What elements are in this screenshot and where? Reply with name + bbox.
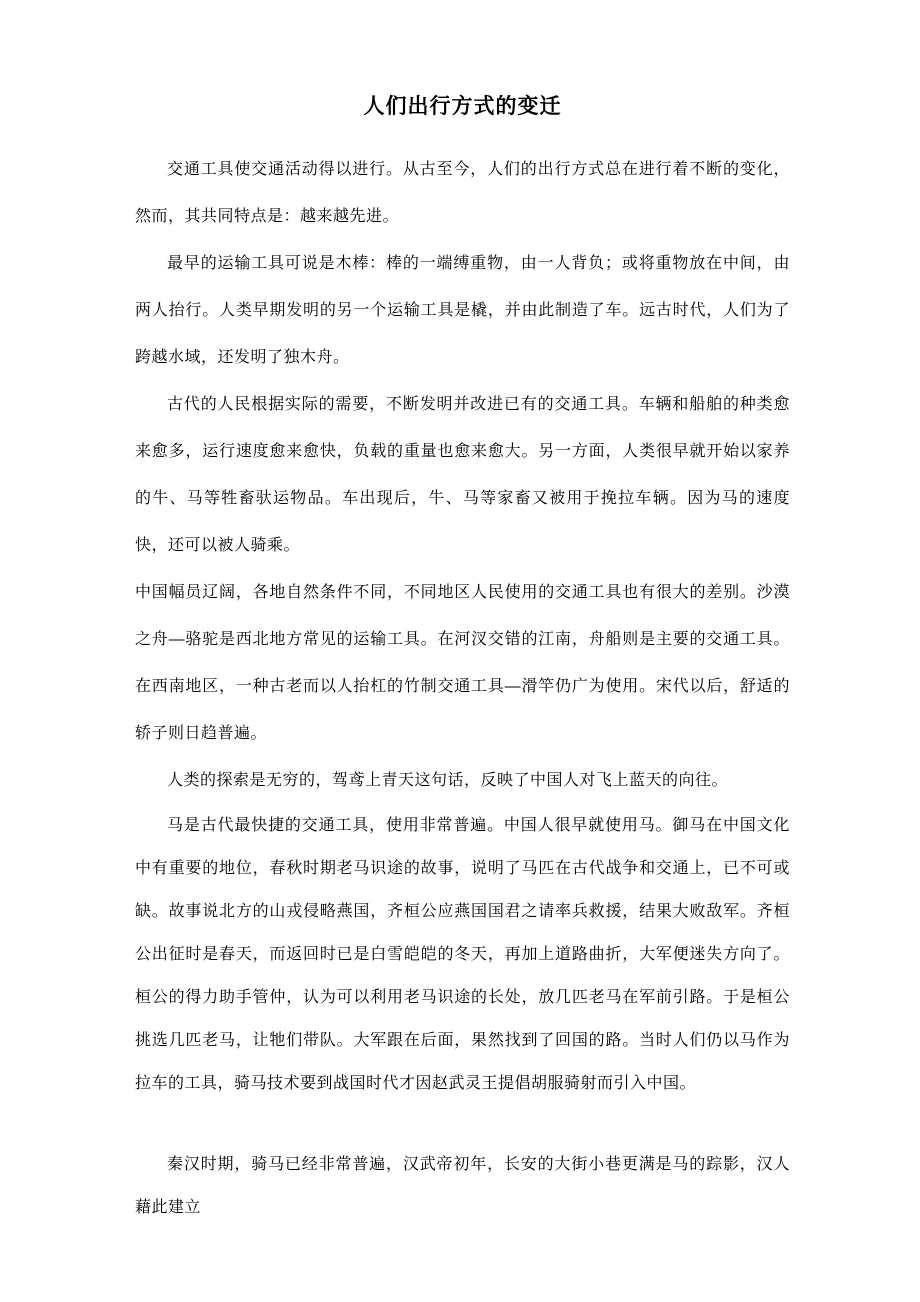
paragraph-qin-han: 秦汉时期，骑马已经非常普遍，汉武帝初年，长安的大街小巷更满是马的踪影，汉人藉此建立 [135, 1156, 790, 1216]
paragraph-regional-differences: 中国幅员辽阔，各地自然条件不同，不同地区人民使用的交通工具也有很大的差别。沙漠之舟—骆驼是西北地方常见的运输工具。在河汊交错的江南，舟船则是主要的交通工具。在西南地区，一种古老而以人抬杠的竹制交通工具—滑竿仍广为使用。宋代以后，舒适的轿子则日趋普遍。 [135, 584, 790, 742]
paragraph-ancient-improvement: 古代的人民根据实际的需要，不断发明并改进已有的交通工具。车辆和船舶的种类愈来愈多，运行速度愈来愈快，负载的重量也愈来愈大。另一方面，人类很早就开始以家养的牛、马等牲畜驮运物品。车出现后，牛、马等家畜又被用于挽拉车辆。因为马的速度快，还可以被人骑乘。 [135, 396, 790, 554]
paragraph-horse-story: 马是古代最快捷的交通工具，使用非常普遍。中国人很早就使用马。御马在中国文化中有重要的地位，春秋时期老马识途的故事，说明了马匹在古代战争和交通上，已不可或缺。故事说北方的山戎侵略燕国，齐桓公应燕国国君之请率兵救援，结果大败敌军。齐桓公出征时是春天，而返回时已是白雪皑皑的冬天，再加上道路曲折，大军便迷失方向了。桓公的得力助手管仲，认为可以利用老马识途的长处，放几匹老马在军前引路。于是桓公挑选几匹老马，让牠们带队。大军跟在后面，果然找到了回国的路。当时人们仍以马作为拉车的工具，骑马技术要到战国时代才因赵武灵王提倡胡服骑射而引入中国。 [135, 817, 790, 1092]
paragraph-transport-intro: 交通工具使交通活动得以进行。从古至今，人们的出行方式总在进行着不断的变化，然而，其共同特点是：越来越先进。 [135, 161, 790, 225]
document-title: 人们出行方式的变迁 [363, 95, 562, 118]
paragraph-earliest-tools: 最早的运输工具可说是木棒：棒的一端缚重物，由一人背负；或将重物放在中间，由两人抬行。人类早期发明的另一个运输工具是橇，并由此制造了车。远古时代，人们为了跨越水域，还发明了独木舟。 [135, 255, 790, 366]
paragraph-exploration: 人类的探索是无穷的，驾鸢上青天这句话，反映了中国人对飞上蓝天的向往。 [167, 772, 729, 789]
